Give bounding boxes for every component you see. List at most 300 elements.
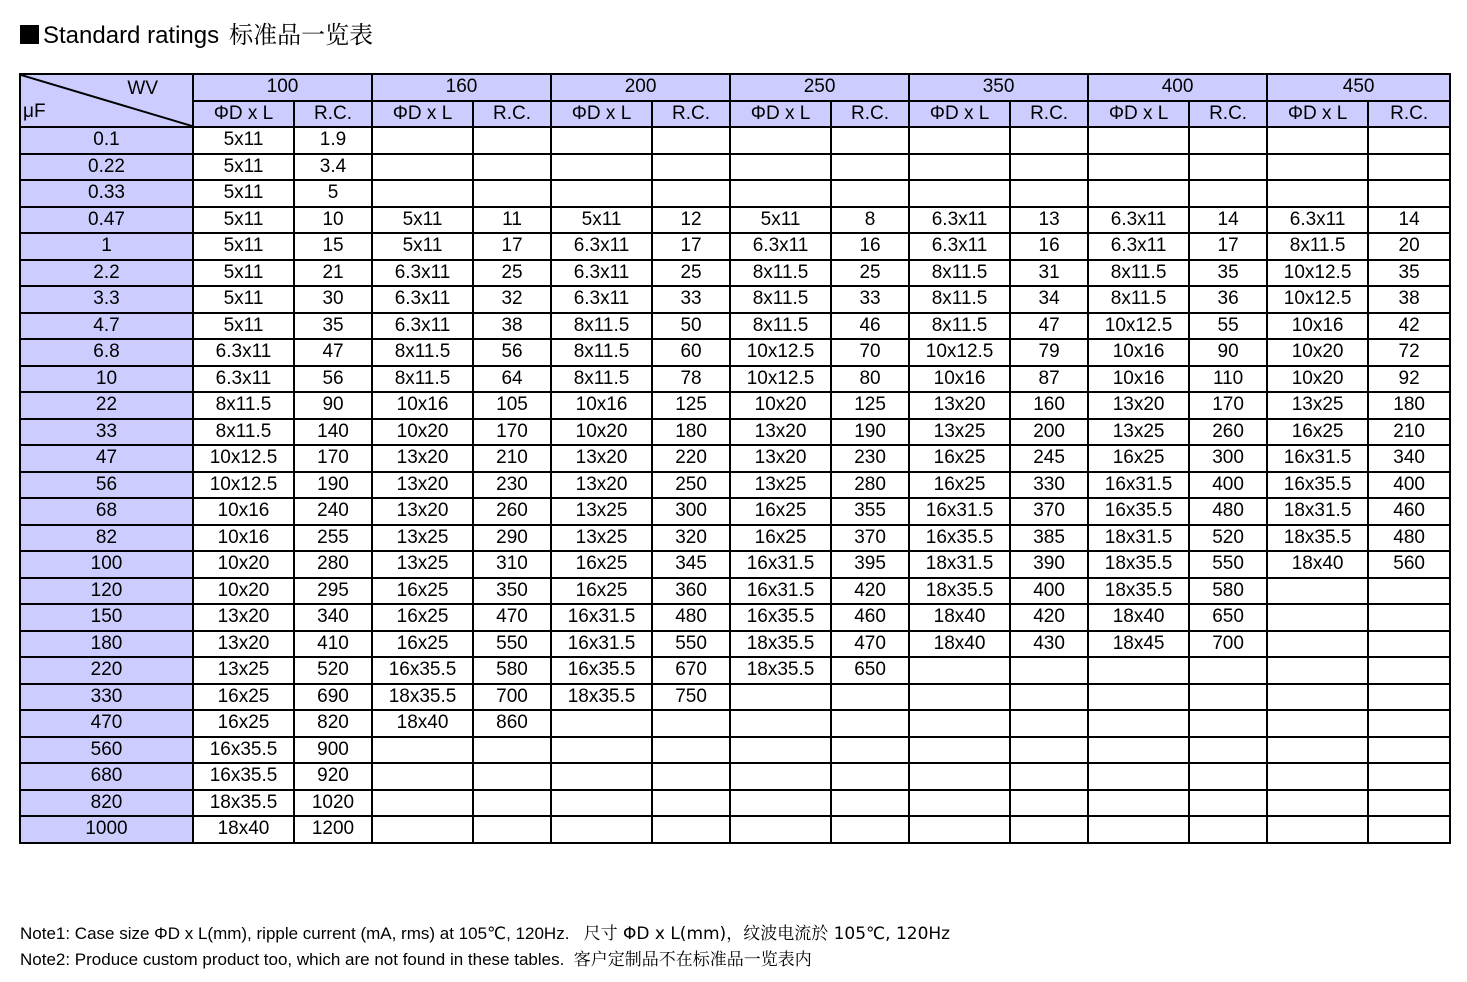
case-size-cell xyxy=(1267,604,1368,631)
case-size-cell: 13x20 xyxy=(551,445,652,472)
ripple-current-cell: 170 xyxy=(473,419,551,446)
case-size-cell: 16x25 xyxy=(730,525,831,552)
capacitance-cell: 100 xyxy=(20,551,193,578)
case-size-cell: 16x35.5 xyxy=(193,737,294,764)
ripple-current-cell: 345 xyxy=(652,551,730,578)
case-size-cell xyxy=(1088,763,1189,790)
case-size-cell xyxy=(730,684,831,711)
case-size-cell: 6.3x11 xyxy=(1267,207,1368,234)
ripple-current-cell xyxy=(473,180,551,207)
case-size-cell xyxy=(730,790,831,817)
case-size-cell xyxy=(909,180,1010,207)
case-size-cell xyxy=(1267,154,1368,181)
ripple-current-cell: 15 xyxy=(294,233,372,260)
case-size-cell: 6.3x11 xyxy=(193,366,294,393)
ripple-current-cell xyxy=(1368,604,1450,631)
case-size-cell: 16x25 xyxy=(1267,419,1368,446)
case-size-cell: 13x20 xyxy=(730,419,831,446)
ripple-current-cell: 385 xyxy=(1010,525,1088,552)
case-size-cell: 10x20 xyxy=(551,419,652,446)
case-size-cell: 16x25 xyxy=(909,472,1010,499)
ripple-current-cell: 80 xyxy=(831,366,909,393)
case-size-cell: 6.3x11 xyxy=(372,260,473,287)
ripple-current-cell: 370 xyxy=(831,525,909,552)
case-size-cell xyxy=(1267,737,1368,764)
ripple-current-cell xyxy=(1189,154,1267,181)
ripple-current-cell: 33 xyxy=(652,286,730,313)
ripple-current-cell: 17 xyxy=(1189,233,1267,260)
case-size-cell xyxy=(1088,180,1189,207)
case-size-cell xyxy=(1088,684,1189,711)
case-size-cell xyxy=(1088,737,1189,764)
ripple-current-cell: 56 xyxy=(294,366,372,393)
case-size-cell: 16x31.5 xyxy=(730,551,831,578)
corner-label-uf: μF xyxy=(23,101,46,122)
capacitance-cell: 120 xyxy=(20,578,193,605)
capacitance-cell: 180 xyxy=(20,631,193,658)
capacitance-cell: 470 xyxy=(20,710,193,737)
size-header-cell: ΦD x L xyxy=(1267,101,1368,128)
case-size-cell xyxy=(551,154,652,181)
ripple-current-cell: 260 xyxy=(473,498,551,525)
ripple-current-cell: 860 xyxy=(473,710,551,737)
case-size-cell xyxy=(1088,790,1189,817)
ripple-current-cell: 105 xyxy=(473,392,551,419)
case-size-cell xyxy=(1088,154,1189,181)
case-size-cell: 18x35.5 xyxy=(1088,551,1189,578)
case-size-cell xyxy=(909,790,1010,817)
ripple-current-cell xyxy=(1189,657,1267,684)
ripple-current-cell xyxy=(831,154,909,181)
ripple-current-cell xyxy=(831,790,909,817)
case-size-cell xyxy=(372,127,473,154)
case-size-cell xyxy=(909,763,1010,790)
case-size-cell: 16x25 xyxy=(372,578,473,605)
case-size-cell: 13x20 xyxy=(1088,392,1189,419)
ripple-current-cell: 14 xyxy=(1189,207,1267,234)
ripple-current-cell: 30 xyxy=(294,286,372,313)
ripple-current-cell: 470 xyxy=(831,631,909,658)
capacitance-cell: 68 xyxy=(20,498,193,525)
case-size-cell: 18x35.5 xyxy=(730,631,831,658)
size-header-cell: ΦD x L xyxy=(372,101,473,128)
ripple-current-cell: 8 xyxy=(831,207,909,234)
ripple-current-cell xyxy=(652,180,730,207)
table-row xyxy=(20,233,1450,260)
capacitance-cell: 0.1 xyxy=(20,127,193,154)
case-size-cell xyxy=(730,737,831,764)
ripple-current-cell xyxy=(1189,790,1267,817)
voltage-header-row xyxy=(20,74,1450,101)
case-size-cell xyxy=(551,127,652,154)
ripple-current-cell xyxy=(652,154,730,181)
case-size-cell xyxy=(909,684,1010,711)
table-row xyxy=(20,339,1450,366)
ripple-current-cell xyxy=(1010,710,1088,737)
table-row xyxy=(20,737,1450,764)
ripple-current-cell xyxy=(1368,127,1450,154)
ripple-current-cell: 480 xyxy=(1368,525,1450,552)
ripple-current-cell xyxy=(1010,657,1088,684)
black-square-icon xyxy=(20,25,39,44)
case-size-cell xyxy=(1267,180,1368,207)
case-size-cell: 10x16 xyxy=(909,366,1010,393)
case-size-cell xyxy=(1267,127,1368,154)
case-size-cell: 8x11.5 xyxy=(1088,286,1189,313)
ripple-current-cell: 31 xyxy=(1010,260,1088,287)
ripple-current-cell: 1200 xyxy=(294,816,372,843)
standard-ratings-table xyxy=(19,73,1451,844)
case-size-cell xyxy=(1088,816,1189,843)
case-size-cell xyxy=(372,154,473,181)
case-size-cell: 13x25 xyxy=(193,657,294,684)
ripple-current-cell: 17 xyxy=(652,233,730,260)
ripple-current-cell: 170 xyxy=(294,445,372,472)
case-size-cell: 18x31.5 xyxy=(909,551,1010,578)
case-size-cell: 8x11.5 xyxy=(372,339,473,366)
case-size-cell xyxy=(909,127,1010,154)
capacitance-cell: 22 xyxy=(20,392,193,419)
case-size-cell xyxy=(909,710,1010,737)
case-size-cell xyxy=(551,763,652,790)
ripple-current-cell xyxy=(831,684,909,711)
case-size-cell: 8x11.5 xyxy=(193,392,294,419)
ripple-current-cell xyxy=(473,737,551,764)
note-1-chinese: 尺寸 ΦD x L(mm)，纹波电流於 105℃, 120Hz xyxy=(583,924,951,944)
rc-header-cell: R.C. xyxy=(473,101,551,128)
ripple-current-cell: 520 xyxy=(294,657,372,684)
rc-header-cell: R.C. xyxy=(1189,101,1267,128)
table-row xyxy=(20,260,1450,287)
table-row xyxy=(20,710,1450,737)
case-size-cell: 8x11.5 xyxy=(730,286,831,313)
ripple-current-cell xyxy=(1368,154,1450,181)
ripple-current-cell xyxy=(1368,710,1450,737)
ripple-current-cell: 13 xyxy=(1010,207,1088,234)
case-size-cell: 8x11.5 xyxy=(730,313,831,340)
ripple-current-cell: 550 xyxy=(652,631,730,658)
case-size-cell: 5x11 xyxy=(372,233,473,260)
table-row xyxy=(20,551,1450,578)
ripple-current-cell: 36 xyxy=(1189,286,1267,313)
capacitance-cell: 150 xyxy=(20,604,193,631)
capacitance-cell: 820 xyxy=(20,790,193,817)
case-size-cell: 5x11 xyxy=(193,233,294,260)
ripple-current-cell: 250 xyxy=(652,472,730,499)
case-size-cell: 8x11.5 xyxy=(909,260,1010,287)
rc-header-cell: R.C. xyxy=(831,101,909,128)
case-size-cell: 18x35.5 xyxy=(193,790,294,817)
case-size-cell: 5x11 xyxy=(193,180,294,207)
case-size-cell: 10x16 xyxy=(193,498,294,525)
case-size-cell: 16x35.5 xyxy=(1267,472,1368,499)
note-2 xyxy=(20,947,950,973)
ripple-current-cell xyxy=(652,763,730,790)
ripple-current-cell: 340 xyxy=(1368,445,1450,472)
capacitance-cell: 330 xyxy=(20,684,193,711)
ripple-current-cell: 290 xyxy=(473,525,551,552)
ripple-current-cell: 35 xyxy=(294,313,372,340)
size-header-cell: ΦD x L xyxy=(1088,101,1189,128)
case-size-cell: 6.3x11 xyxy=(1088,233,1189,260)
case-size-cell: 6.3x11 xyxy=(551,260,652,287)
ripple-current-cell xyxy=(1010,154,1088,181)
case-size-cell: 10x20 xyxy=(1267,366,1368,393)
ripple-current-cell: 430 xyxy=(1010,631,1088,658)
ripple-current-cell: 160 xyxy=(1010,392,1088,419)
ripple-current-cell xyxy=(1368,657,1450,684)
case-size-cell: 13x25 xyxy=(372,551,473,578)
case-size-cell: 10x16 xyxy=(193,525,294,552)
case-size-cell: 6.3x11 xyxy=(730,233,831,260)
case-size-cell: 18x35.5 xyxy=(1267,525,1368,552)
ripple-current-cell: 400 xyxy=(1189,472,1267,499)
ripple-current-cell: 300 xyxy=(1189,445,1267,472)
ripple-current-cell: 125 xyxy=(831,392,909,419)
case-size-cell: 16x31.5 xyxy=(551,604,652,631)
case-size-cell: 5x11 xyxy=(372,207,473,234)
ripple-current-cell: 5 xyxy=(294,180,372,207)
case-size-cell: 18x40 xyxy=(909,631,1010,658)
ripple-current-cell xyxy=(1010,684,1088,711)
case-size-cell: 13x20 xyxy=(730,445,831,472)
table-row xyxy=(20,763,1450,790)
ripple-current-cell: 580 xyxy=(473,657,551,684)
case-size-cell: 10x12.5 xyxy=(1267,286,1368,313)
ripple-current-cell xyxy=(1368,578,1450,605)
ripple-current-cell: 55 xyxy=(1189,313,1267,340)
ripple-current-cell: 470 xyxy=(473,604,551,631)
corner-diagonal-line xyxy=(21,75,192,126)
ripple-current-cell: 350 xyxy=(473,578,551,605)
ripple-current-cell xyxy=(1368,816,1450,843)
ripple-current-cell: 32 xyxy=(473,286,551,313)
case-size-cell: 18x35.5 xyxy=(909,578,1010,605)
table-row xyxy=(20,154,1450,181)
case-size-cell: 5x11 xyxy=(193,260,294,287)
ripple-current-cell xyxy=(652,710,730,737)
voltage-header-cell: 450 xyxy=(1267,74,1450,101)
voltage-header-cell: 200 xyxy=(551,74,730,101)
ripple-current-cell: 38 xyxy=(473,313,551,340)
ripple-current-cell xyxy=(1368,790,1450,817)
case-size-cell: 5x11 xyxy=(193,154,294,181)
ripple-current-cell xyxy=(1010,763,1088,790)
ripple-current-cell: 56 xyxy=(473,339,551,366)
case-size-cell xyxy=(909,154,1010,181)
ripple-current-cell: 47 xyxy=(1010,313,1088,340)
case-size-cell: 10x16 xyxy=(1088,339,1189,366)
case-size-cell: 16x31.5 xyxy=(551,631,652,658)
table-row xyxy=(20,445,1450,472)
case-size-cell xyxy=(1267,816,1368,843)
capacitance-cell: 220 xyxy=(20,657,193,684)
ripple-current-cell: 330 xyxy=(1010,472,1088,499)
ripple-current-cell xyxy=(1368,763,1450,790)
case-size-cell: 8x11.5 xyxy=(909,313,1010,340)
ripple-current-cell: 21 xyxy=(294,260,372,287)
case-size-cell xyxy=(1267,790,1368,817)
ripple-current-cell: 200 xyxy=(1010,419,1088,446)
case-size-cell: 5x11 xyxy=(193,207,294,234)
case-size-cell xyxy=(909,816,1010,843)
corner-header-cell xyxy=(20,74,193,127)
table-row xyxy=(20,127,1450,154)
ripple-current-cell: 17 xyxy=(473,233,551,260)
table-row xyxy=(20,498,1450,525)
ripple-current-cell: 400 xyxy=(1010,578,1088,605)
ripple-current-cell: 240 xyxy=(294,498,372,525)
ripple-current-cell: 520 xyxy=(1189,525,1267,552)
rc-header-cell: R.C. xyxy=(294,101,372,128)
capacitance-cell: 0.22 xyxy=(20,154,193,181)
ripple-current-cell: 550 xyxy=(1189,551,1267,578)
voltage-header-cell: 400 xyxy=(1088,74,1267,101)
case-size-cell: 10x20 xyxy=(193,551,294,578)
case-size-cell: 13x20 xyxy=(193,631,294,658)
title-chinese: 标准品一览表 xyxy=(229,21,374,49)
table-row xyxy=(20,366,1450,393)
ripple-current-cell xyxy=(1010,790,1088,817)
case-size-cell: 16x25 xyxy=(1088,445,1189,472)
ripple-current-cell: 460 xyxy=(1368,498,1450,525)
case-size-cell: 10x20 xyxy=(372,419,473,446)
capacitance-cell: 33 xyxy=(20,419,193,446)
case-size-cell: 10x16 xyxy=(372,392,473,419)
ripple-current-cell: 480 xyxy=(652,604,730,631)
case-size-cell xyxy=(551,737,652,764)
case-size-cell: 16x35.5 xyxy=(730,604,831,631)
case-size-cell xyxy=(1267,578,1368,605)
note-1-english: Note1: Case size ΦD x L(mm), ripple current (mA, rms) at 105℃, 120Hz. xyxy=(20,924,570,943)
case-size-cell: 16x31.5 xyxy=(730,578,831,605)
case-size-cell xyxy=(730,154,831,181)
case-size-cell: 16x25 xyxy=(551,551,652,578)
case-size-cell: 13x25 xyxy=(1088,419,1189,446)
case-size-cell xyxy=(372,737,473,764)
ripple-current-cell: 700 xyxy=(1189,631,1267,658)
capacitance-cell: 10 xyxy=(20,366,193,393)
ripple-current-cell: 230 xyxy=(831,445,909,472)
ripple-current-cell: 920 xyxy=(294,763,372,790)
size-header-cell: ΦD x L xyxy=(551,101,652,128)
ripple-current-cell: 360 xyxy=(652,578,730,605)
case-size-cell xyxy=(1088,657,1189,684)
ripple-current-cell: 180 xyxy=(652,419,730,446)
case-size-cell: 13x25 xyxy=(551,498,652,525)
ripple-current-cell: 46 xyxy=(831,313,909,340)
ripple-current-cell: 125 xyxy=(652,392,730,419)
case-size-cell: 18x45 xyxy=(1088,631,1189,658)
case-size-cell: 13x25 xyxy=(551,525,652,552)
case-size-cell: 10x12.5 xyxy=(1267,260,1368,287)
ripple-current-cell xyxy=(1368,631,1450,658)
case-size-cell: 5x11 xyxy=(730,207,831,234)
ripple-current-cell: 79 xyxy=(1010,339,1088,366)
ripple-current-cell: 11 xyxy=(473,207,551,234)
ripple-current-cell xyxy=(1368,684,1450,711)
capacitance-cell: 560 xyxy=(20,737,193,764)
case-size-cell: 13x20 xyxy=(372,472,473,499)
ripple-current-cell: 650 xyxy=(1189,604,1267,631)
case-size-cell: 13x20 xyxy=(909,392,1010,419)
capacitance-cell: 0.33 xyxy=(20,180,193,207)
capacitance-cell: 6.8 xyxy=(20,339,193,366)
ripple-current-cell: 410 xyxy=(294,631,372,658)
case-size-cell: 16x25 xyxy=(372,604,473,631)
case-size-cell xyxy=(730,127,831,154)
ripple-current-cell: 33 xyxy=(831,286,909,313)
case-size-cell xyxy=(1267,684,1368,711)
voltage-header-cell: 100 xyxy=(193,74,372,101)
case-size-cell xyxy=(372,180,473,207)
note-2-chinese: 客户定制品不在标准品一览表内 xyxy=(573,950,812,970)
case-size-cell: 16x31.5 xyxy=(1088,472,1189,499)
case-size-cell: 16x31.5 xyxy=(1267,445,1368,472)
ripple-current-cell xyxy=(652,816,730,843)
ripple-current-cell: 580 xyxy=(1189,578,1267,605)
ripple-current-cell: 170 xyxy=(1189,392,1267,419)
case-size-cell: 18x40 xyxy=(372,710,473,737)
ripple-current-cell: 90 xyxy=(294,392,372,419)
case-size-cell xyxy=(551,790,652,817)
ripple-current-cell: 12 xyxy=(652,207,730,234)
case-size-cell: 8x11.5 xyxy=(551,313,652,340)
ripple-current-cell: 72 xyxy=(1368,339,1450,366)
table-row xyxy=(20,657,1450,684)
case-size-cell: 13x20 xyxy=(193,604,294,631)
ripple-current-cell: 550 xyxy=(473,631,551,658)
ripple-current-cell xyxy=(831,710,909,737)
ripple-current-cell: 395 xyxy=(831,551,909,578)
ripple-current-cell: 230 xyxy=(473,472,551,499)
case-size-cell: 18x40 xyxy=(193,816,294,843)
case-size-cell xyxy=(1267,657,1368,684)
ripple-current-cell xyxy=(652,790,730,817)
ripple-current-cell: 750 xyxy=(652,684,730,711)
ripple-current-cell xyxy=(473,127,551,154)
table-row xyxy=(20,180,1450,207)
ripple-current-cell: 370 xyxy=(1010,498,1088,525)
case-size-cell: 10x12.5 xyxy=(730,339,831,366)
case-size-cell: 10x16 xyxy=(1088,366,1189,393)
case-size-cell: 8x11.5 xyxy=(193,419,294,446)
ripple-current-cell: 390 xyxy=(1010,551,1088,578)
ripple-current-cell: 340 xyxy=(294,604,372,631)
ripple-current-cell: 900 xyxy=(294,737,372,764)
table-row xyxy=(20,684,1450,711)
ripple-current-cell: 78 xyxy=(652,366,730,393)
case-size-cell xyxy=(1267,763,1368,790)
case-size-cell: 6.3x11 xyxy=(909,207,1010,234)
case-size-cell: 13x25 xyxy=(372,525,473,552)
case-size-cell: 8x11.5 xyxy=(551,339,652,366)
case-size-cell: 16x35.5 xyxy=(551,657,652,684)
case-size-cell: 10x12.5 xyxy=(1088,313,1189,340)
page-title xyxy=(20,20,373,51)
ripple-current-cell: 670 xyxy=(652,657,730,684)
ripple-current-cell: 355 xyxy=(831,498,909,525)
table-row xyxy=(20,313,1450,340)
ripple-current-cell: 295 xyxy=(294,578,372,605)
ripple-current-cell: 650 xyxy=(831,657,909,684)
ripple-current-cell: 190 xyxy=(294,472,372,499)
case-size-cell: 8x11.5 xyxy=(372,366,473,393)
case-size-cell: 16x35.5 xyxy=(1088,498,1189,525)
rc-header-cell: R.C. xyxy=(1010,101,1088,128)
case-size-cell: 6.3x11 xyxy=(1088,207,1189,234)
case-size-cell xyxy=(372,816,473,843)
